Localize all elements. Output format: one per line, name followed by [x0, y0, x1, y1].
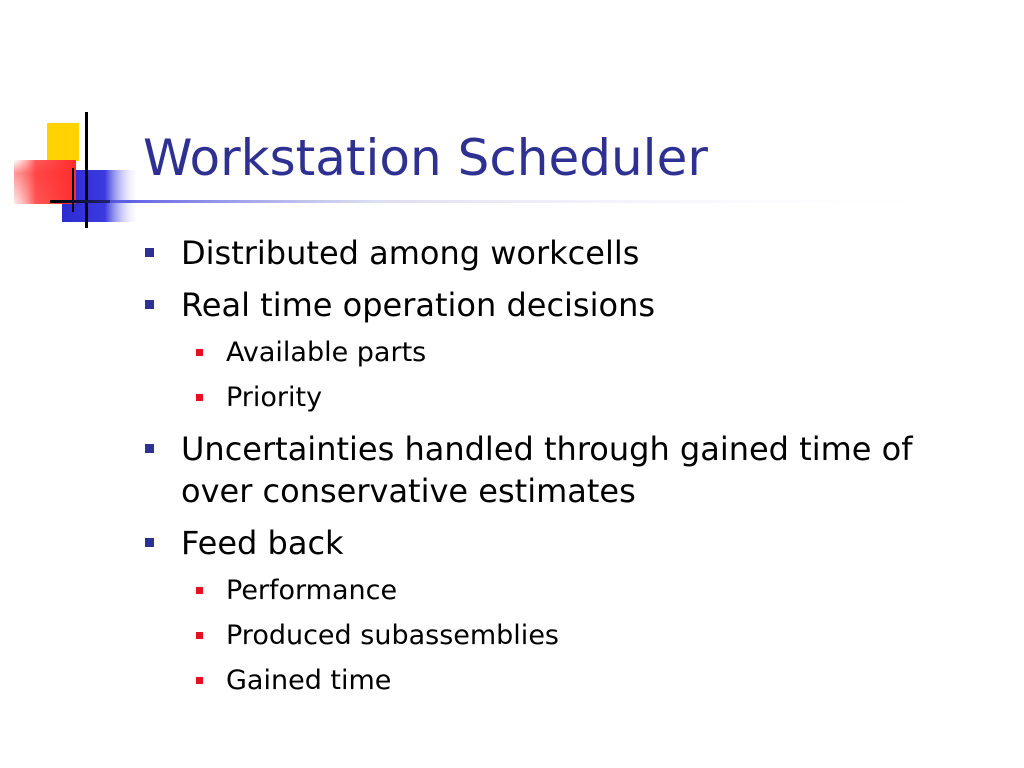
sub-bullet-item [226, 336, 966, 370]
bullet-square-icon [145, 248, 154, 257]
bullet-text: Real time operation decisions [181, 286, 656, 324]
sub-bullet-item [226, 619, 966, 653]
bullet-square-icon [145, 300, 154, 309]
bullet-text: Distributed among workcells [181, 234, 640, 272]
sub-bullet-text: Gained time [226, 665, 392, 696]
slide-title: Workstation Scheduler [143, 129, 708, 187]
sub-bullet-text: Produced subassemblies [226, 620, 559, 651]
bullet-item [181, 284, 991, 326]
sub-bullet-square-icon [196, 349, 203, 356]
bullet-square-icon [145, 538, 154, 547]
bullet-square-icon [145, 444, 154, 453]
bullet-text: Feed back [181, 524, 344, 562]
bullet-item [181, 428, 991, 512]
sub-bullet-item [226, 381, 966, 415]
sub-bullet-item [226, 574, 966, 608]
sub-bullet-text: Performance [226, 575, 398, 606]
bullet-text: Uncertainties handled through gained time of over conservative estimates [181, 430, 913, 510]
bullet-item [181, 232, 991, 274]
sub-bullet-square-icon [196, 394, 203, 401]
sub-bullet-square-icon [196, 632, 203, 639]
sub-bullet-square-icon [196, 677, 203, 684]
sub-bullet-text: Priority [226, 382, 323, 413]
bullet-item [181, 522, 991, 564]
sub-bullet-item [226, 664, 966, 698]
sub-bullet-square-icon [196, 587, 203, 594]
sub-bullet-text: Available parts [226, 337, 427, 368]
